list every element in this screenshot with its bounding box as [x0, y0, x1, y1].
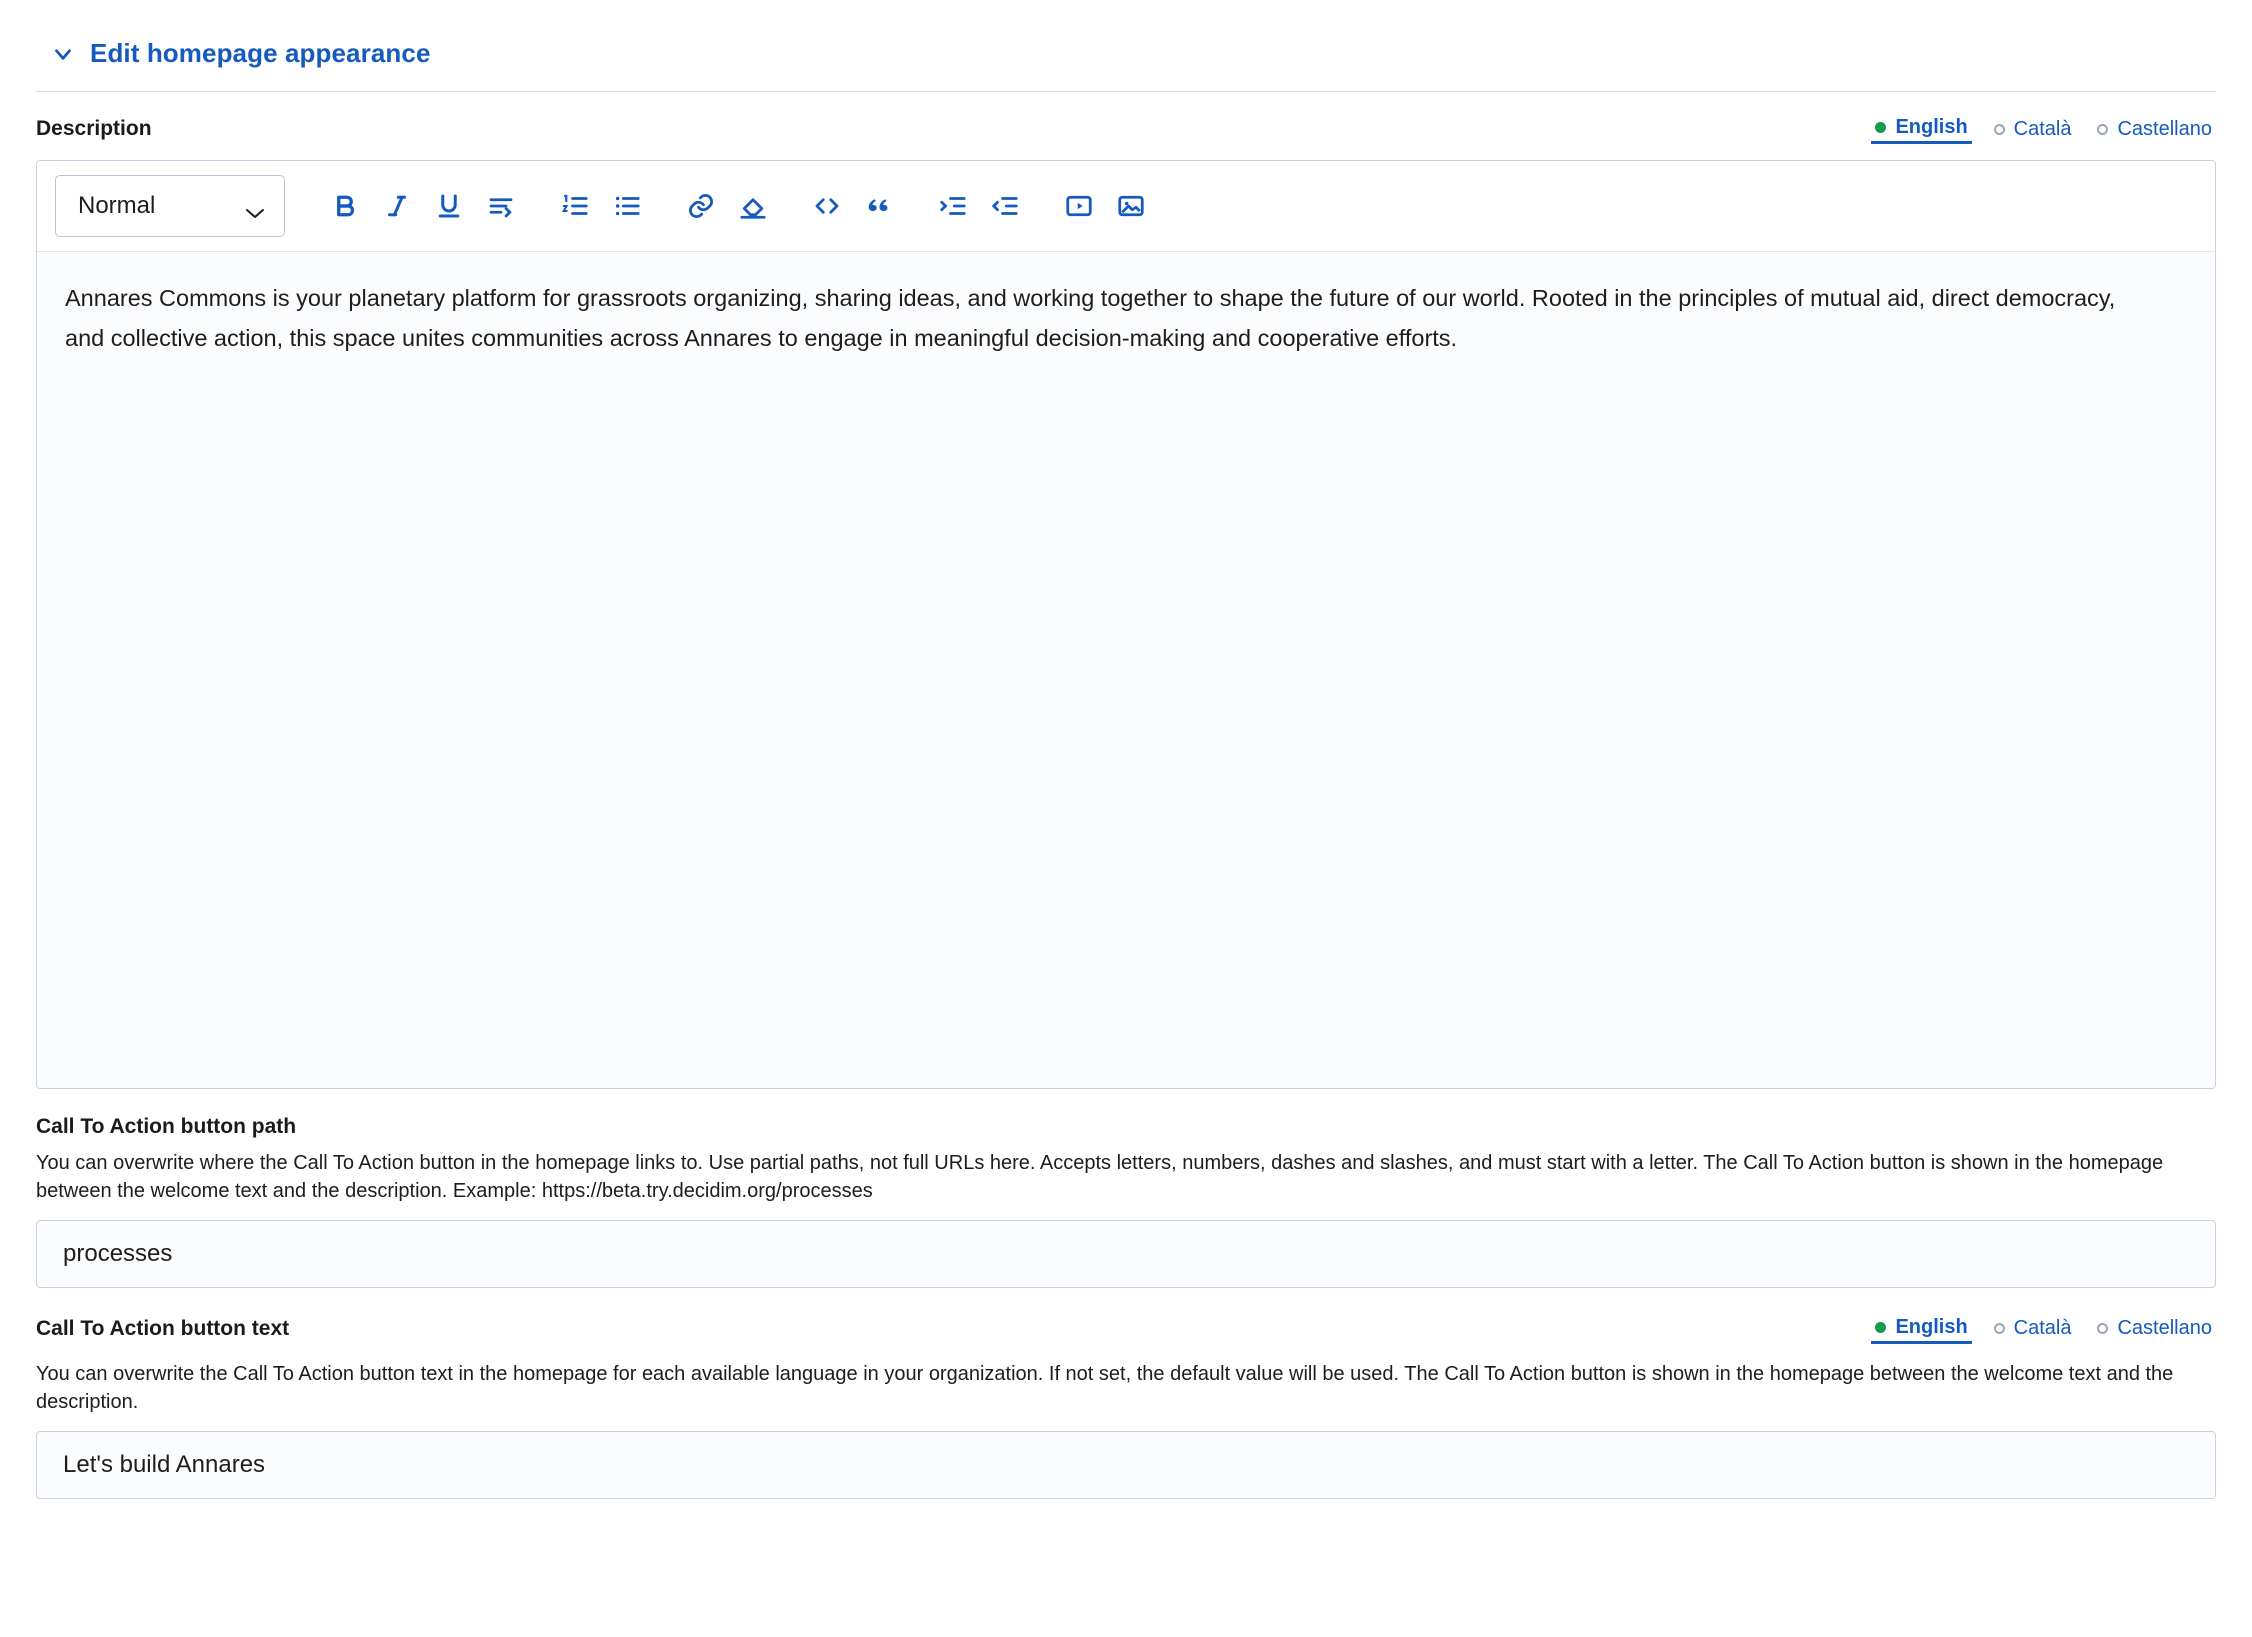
italic-icon[interactable] [371, 180, 423, 232]
chevron-down-icon[interactable] [50, 41, 76, 67]
toolbar-spacer [527, 206, 549, 207]
language-tab-castellano[interactable] [2093, 1315, 2216, 1342]
ordered-list-icon[interactable] [549, 180, 601, 232]
language-tab-label: Castellano [2117, 1317, 2212, 1340]
cta-path-input[interactable] [36, 1220, 2216, 1288]
cta-text-help-text: You can overwrite the Call To Action button text in the homepage for each available language in your organization. If not set, the default value will be used. The Call To Action button is shown in the homepage between the welcome text and the description. [36, 1362, 2174, 1414]
description-language-switcher[interactable] [1871, 114, 2216, 144]
cta-text-input[interactable] [36, 1431, 2216, 1499]
underline-icon[interactable] [423, 180, 475, 232]
cta-text-field-block [36, 1314, 2216, 1499]
language-status-dot-icon [1994, 1323, 2005, 1334]
description-paragraph: Annares Commons is your planetary platform for grassroots organizing, sharing ideas, and working together to shape the future of our world. Rooted in the principles of mutual aid, direct democracy, and collective action, this space unites communities across Annares to engage in meaningful decision-making and cooperative efforts. [65, 285, 2116, 352]
language-status-dot-icon [2097, 124, 2108, 135]
toolbar-spacer [653, 206, 675, 207]
description-label: Description [36, 117, 152, 140]
cta-path-help-text: You can overwrite where the Call To Action button in the homepage links to. Use partial paths, not full URLs here. Accepts letters, numbers, dashes and slashes, and must start with a letter. The Call To Action button is shown in the homepage between the welcome text and the description. Example: https://beta.try.decidim.org/processes [36, 1152, 2164, 1203]
erase-styles-icon[interactable] [727, 180, 779, 232]
toolbar-spacer [1031, 206, 1053, 207]
bullet-list-icon[interactable] [601, 180, 653, 232]
description-editor-content[interactable] [37, 252, 2215, 1088]
language-tab-label: English [1895, 116, 1968, 138]
link-icon[interactable] [675, 180, 727, 232]
cta-text-label-row [36, 1314, 2216, 1344]
divider [36, 91, 2216, 92]
chevron-down-icon [244, 199, 266, 213]
language-tab-castellano[interactable] [2093, 116, 2216, 143]
editor-toolbar [37, 161, 2215, 252]
language-status-dot-icon [1994, 124, 2005, 135]
language-tab-english[interactable] [1871, 114, 1971, 144]
blockquote-icon[interactable] [853, 180, 905, 232]
language-tab-label: Català [2013, 117, 2072, 140]
language-tab-catala[interactable] [1990, 1315, 2076, 1342]
page-title: Edit homepage appearance [90, 38, 431, 68]
toolbar-spacer [779, 206, 801, 207]
video-icon[interactable] [1053, 180, 1105, 232]
cta-path-label: Call To Action button path [36, 1115, 297, 1138]
image-icon[interactable] [1105, 180, 1157, 232]
indent-icon[interactable] [927, 180, 979, 232]
language-tab-english[interactable] [1871, 1314, 1971, 1344]
outdent-icon[interactable] [979, 180, 1031, 232]
language-tab-label: English [1895, 1315, 1968, 1338]
code-block-icon[interactable] [801, 180, 853, 232]
language-tab-catala[interactable] [1990, 116, 2076, 143]
description-rich-text-editor [36, 160, 2216, 1089]
language-status-dot-icon [2097, 1323, 2108, 1334]
toolbar-spacer [905, 206, 927, 207]
language-status-dot-icon [1875, 1322, 1886, 1333]
language-tab-label: Català [2013, 1317, 2072, 1340]
cta-path-field-block [36, 1115, 2216, 1288]
description-label-row [36, 114, 2216, 144]
paragraph-style-value: Normal [78, 192, 156, 219]
paragraph-style-select[interactable] [55, 175, 285, 237]
cta-text-language-switcher[interactable] [1871, 1314, 2216, 1344]
hard-break-icon[interactable] [475, 180, 527, 232]
language-status-dot-icon [1875, 122, 1886, 133]
cta-text-label: Call To Action button text [36, 1316, 290, 1340]
section-header[interactable] [36, 28, 2216, 91]
language-tab-label: Castellano [2117, 117, 2212, 140]
bold-icon[interactable] [319, 180, 371, 232]
